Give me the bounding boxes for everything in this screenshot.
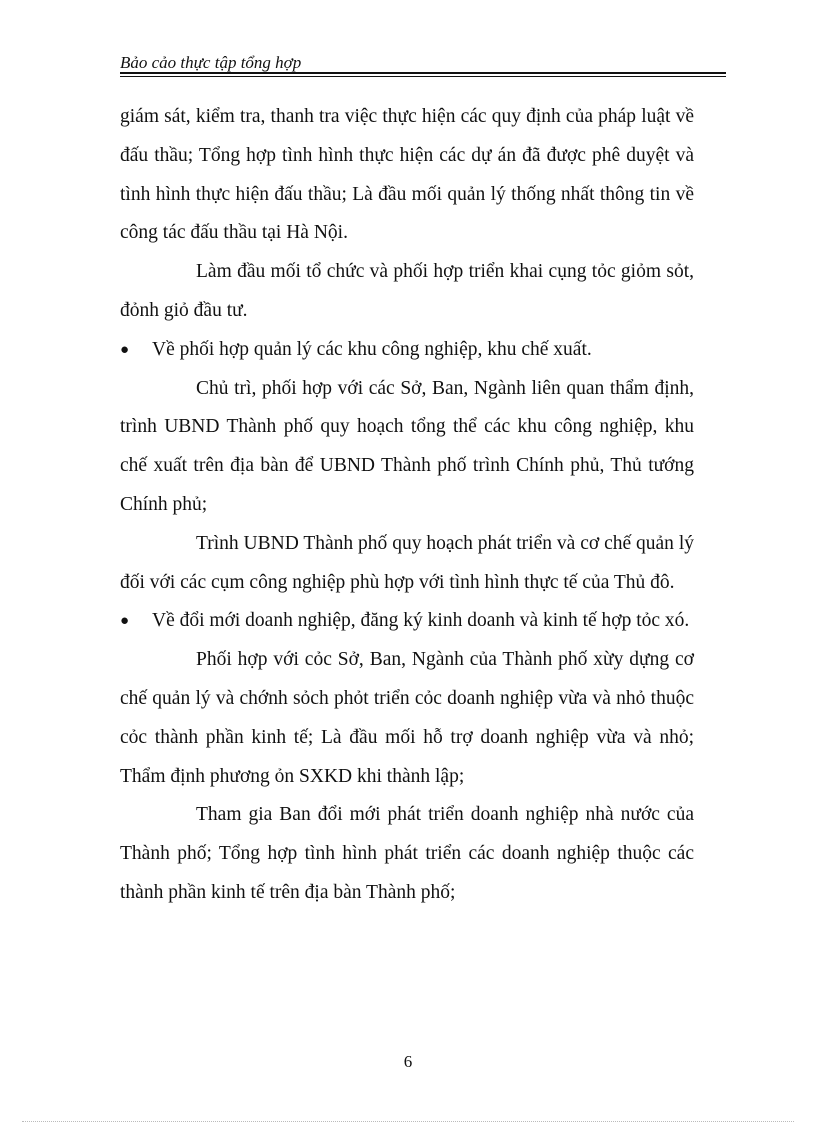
paragraph: Làm đầu mối tổ chức và phối hợp triển khai cụng tỏc giỏm sỏt, đỏnh giỏ đầu tư.: [120, 261, 694, 321]
paragraph: Tham gia Ban đổi mới phát triển doanh nghiệp nhà nước của Thành phố; Tổng hợp tình hình phát triển các doanh nghiệp thuộc các thành phần kinh tế trên địa bàn Thành phố;: [120, 804, 694, 903]
bullet-text: Về phối hợp quản lý các khu công nghiệp, khu chế xuất.: [152, 338, 592, 360]
header-rule-thin: [120, 76, 726, 77]
paragraph: Chủ trì, phối hợp với các Sở, Ban, Ngành liên quan thẩm định, trình UBND Thành phố quy hoạch tổng thể các khu công nghiệp, khu chế xuất trên địa bàn để UBND Thành phố trình Chính phủ, Thủ tướng Chính phủ;: [120, 377, 694, 515]
paragraph: giám sát, kiểm tra, thanh tra việc thực hiện các quy định của pháp luật về đấu thầu; Tổng hợp tình hình thực hiện các dự án đã được phê duyệt và tình hình thực hiện đấu thầu; Là đầu mối quản lý thống nhất thông tin về công tác đấu thầu tại Hà Nội.: [120, 106, 694, 244]
page-number: 6: [403, 1052, 413, 1071]
body-text: [120, 98, 694, 913]
bullet-item: [120, 602, 694, 641]
bullet-text: Về đổi mới doanh nghiệp, đăng ký kinh doanh và kinh tế hợp tỏc xó.: [152, 610, 690, 632]
header-title: Bảo cảo thực tập tổng hợp: [120, 53, 302, 72]
page-bottom-border: [22, 1121, 794, 1122]
page-header: [120, 52, 726, 78]
header-rule: [120, 72, 726, 74]
bullet-icon: ●: [120, 613, 130, 630]
bullet-icon: ●: [120, 341, 130, 358]
paragraph: Phối hợp với cỏc Sở, Ban, Ngành của Thành phố xừy dựng cơ chế quản lý và chớnh sỏch phỏt triển cỏc doanh nghiệp vừa và nhỏ thuộc cỏc thành phần kinh tế; Là đầu mối hỗ trợ doanh nghiệp vừa và nhỏ; Thẩm định phương ỏn SXKD khi thành lập;: [120, 649, 694, 787]
paragraph: Trình UBND Thành phố quy hoạch phát triển và cơ chế quản lý đối với các cụm công nghiệp phù hợp với tình hình thực tế của Thủ đô.: [120, 532, 694, 593]
bullet-item: [120, 331, 694, 370]
